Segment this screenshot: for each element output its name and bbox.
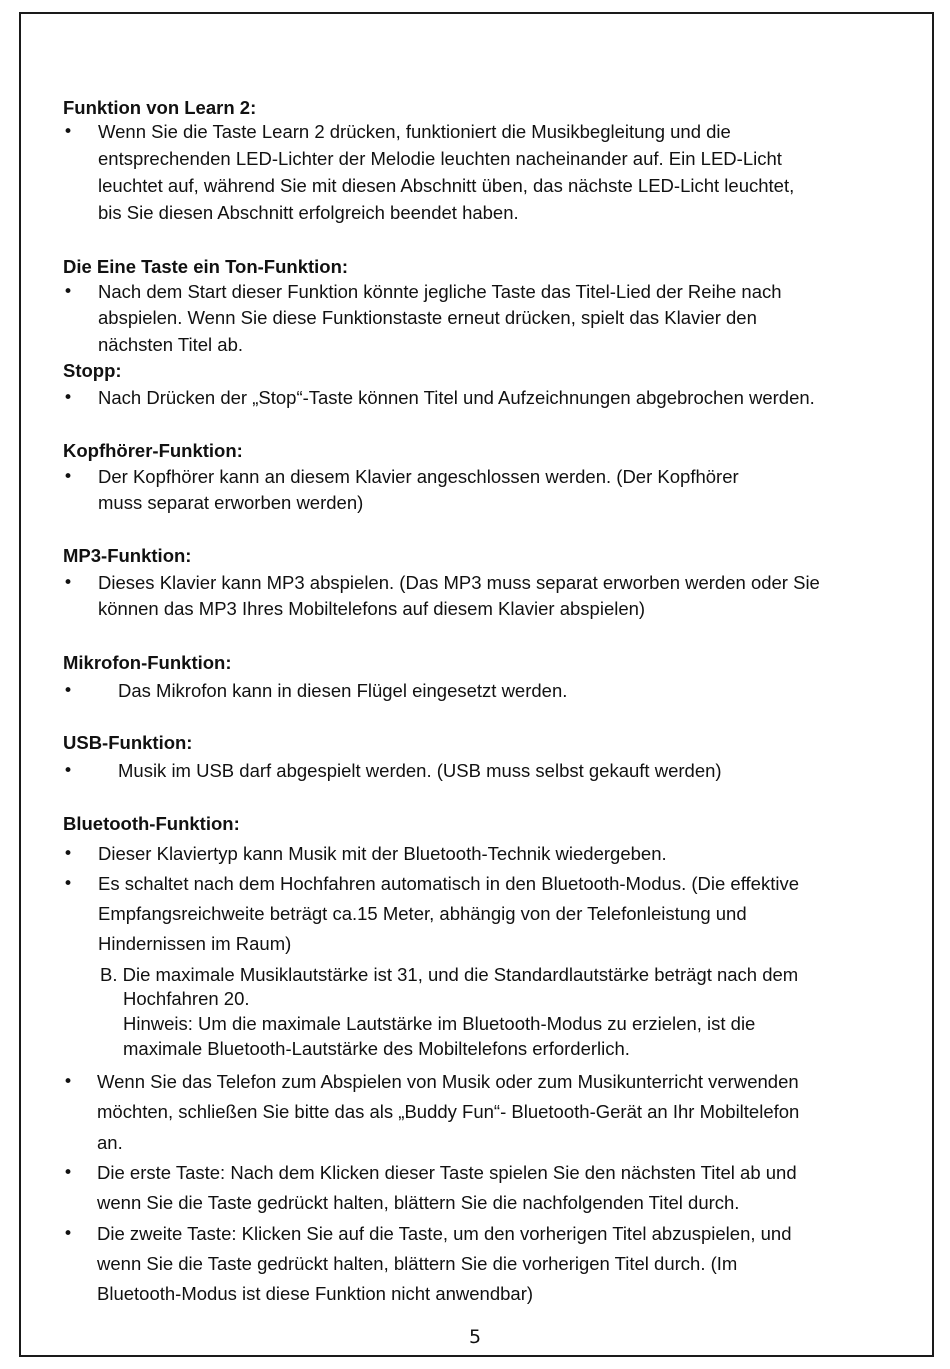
bullet-icon: • [63, 282, 74, 302]
bullet-icon: • [63, 1224, 74, 1244]
bluetooth-line: an. [97, 1132, 123, 1153]
bullet-icon: • [63, 573, 74, 593]
bullet-icon: • [63, 467, 74, 487]
one-key-line: Nach dem Start dieser Funktion könnte jegliche Taste das Titel-Lied der Reihe nach [98, 281, 782, 302]
learn2-line: leuchtet auf, während Sie mit diesen Abschnitt üben, das nächste LED-Licht leuchtet, [98, 175, 795, 196]
bullet-icon: • [63, 874, 74, 894]
learn2-line: Wenn Sie die Taste Learn 2 drücken, funktioniert die Musikbegleitung und die [98, 121, 731, 142]
page-number: 5 [468, 1326, 482, 1348]
bluetooth-line: möchten, schließen Sie bitte das als „Buddy Fun“- Bluetooth-Gerät an Ihr Mobiltelefon [97, 1101, 800, 1122]
section-heading-bluetooth: Bluetooth-Funktion: [63, 813, 240, 834]
usb-line: Musik im USB darf abgespielt werden. (USB muss selbst gekauft werden) [118, 760, 722, 781]
bullet-icon: • [63, 1072, 74, 1092]
bullet-icon: • [63, 122, 74, 142]
section-heading-usb: USB-Funktion: [63, 732, 193, 753]
bullet-icon: • [63, 844, 74, 864]
bluetooth-sub-line: Hochfahren 20. [123, 988, 250, 1009]
bluetooth-line: Empfangsreichweite beträgt ca.15 Meter, abhängig von der Telefonleistung und [98, 903, 747, 924]
section-heading-headphone: Kopfhörer-Funktion: [63, 440, 243, 461]
learn2-line: entsprechenden LED-Lichter der Melodie leuchten nacheinander auf. Ein LED-Licht [98, 148, 782, 169]
one-key-line: nächsten Titel ab. [98, 334, 244, 355]
bullet-icon: • [63, 681, 74, 701]
mp3-line: Dieses Klavier kann MP3 abspielen. (Das MP3 muss separat erworben werden oder Sie [98, 572, 820, 593]
headphone-line: Der Kopfhörer kann an diesem Klavier angeschlossen werden. (Der Kopfhörer [98, 466, 739, 487]
learn2-line: bis Sie diesen Abschnitt erfolgreich beendet haben. [98, 202, 519, 223]
bluetooth-sub-line: Hinweis: Um die maximale Lautstärke im Bluetooth-Modus zu erzielen, ist die [123, 1013, 756, 1034]
section-heading-mp3: MP3-Funktion: [63, 545, 192, 566]
bluetooth-line: Wenn Sie das Telefon zum Abspielen von Musik oder zum Musikunterricht verwenden [97, 1071, 799, 1092]
bluetooth-sub-line: B. Die maximale Musiklautstärke ist 31, und die Standardlautstärke beträgt nach dem [100, 964, 799, 985]
section-heading-learn2: Funktion von Learn 2: [63, 97, 257, 118]
section-heading-stop: Stopp: [63, 360, 122, 381]
headphone-line: muss separat erworben werden) [98, 492, 364, 513]
mic-line: Das Mikrofon kann in diesen Flügel eingesetzt werden. [118, 680, 568, 701]
mp3-line: können das MP3 Ihres Mobiltelefons auf diesem Klavier abspielen) [98, 598, 646, 619]
bluetooth-line: Es schaltet nach dem Hochfahren automatisch in den Bluetooth-Modus. (Die effektive [98, 873, 799, 894]
bluetooth-sub-line: maximale Bluetooth-Lautstärke des Mobiltelefons erforderlich. [123, 1038, 630, 1059]
bluetooth-line: Hindernissen im Raum) [98, 933, 292, 954]
bullet-icon: • [63, 388, 74, 408]
bluetooth-line: Dieser Klaviertyp kann Musik mit der Bluetooth-Technik wiedergeben. [98, 843, 667, 864]
bluetooth-line: Die zweite Taste: Klicken Sie auf die Taste, um den vorherigen Titel abzuspielen, und [97, 1223, 792, 1244]
bluetooth-line: wenn Sie die Taste gedrückt halten, blättern Sie die nachfolgenden Titel durch. [97, 1192, 740, 1213]
one-key-line: abspielen. Wenn Sie diese Funktionstaste erneut drücken, spielt das Klavier den [98, 307, 757, 328]
bluetooth-line: Die erste Taste: Nach dem Klicken dieser Taste spielen Sie den nächsten Titel ab und [97, 1162, 797, 1183]
stop-line: Nach Drücken der „Stop“-Taste können Titel und Aufzeichnungen abgebrochen werden. [98, 387, 815, 408]
section-heading-mic: Mikrofon-Funktion: [63, 652, 232, 673]
bluetooth-line: wenn Sie die Taste gedrückt halten, blättern Sie die vorherigen Titel durch. (Im [97, 1253, 738, 1274]
bullet-icon: • [63, 761, 74, 781]
section-heading-one-key: Die Eine Taste ein Ton-Funktion: [63, 256, 349, 277]
bluetooth-line: Bluetooth-Modus ist diese Funktion nicht anwendbar) [97, 1283, 534, 1304]
bullet-icon: • [63, 1163, 74, 1183]
